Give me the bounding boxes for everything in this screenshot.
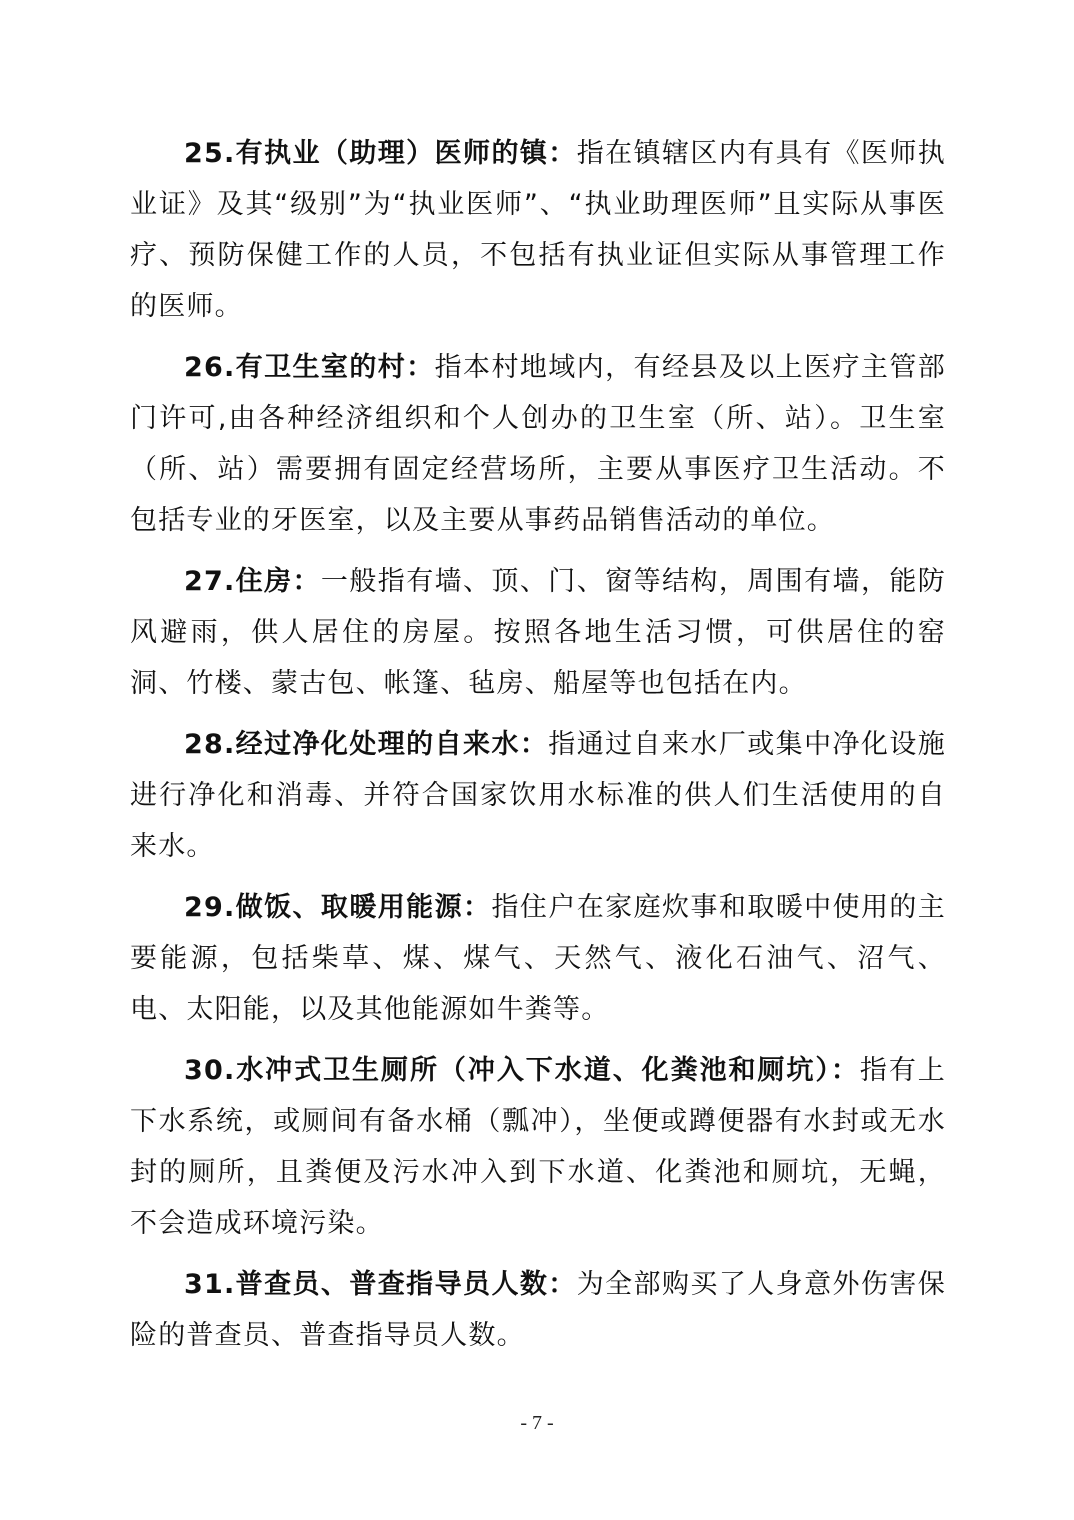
definition-26: 指本村地域内，有经县及以上医疗主管部门许可,由各种经济组织和个人创办的卫生室（所、站）。卫生室（所、站）需要拥有固定经营场所，主要从事医疗卫生活动。不包括专业的牙医室，以及主要从事药品销售活动的单位。	[130, 352, 946, 536]
definition-entry-26	[130, 342, 946, 546]
term-26: 26.有卫生室的村：	[184, 352, 435, 383]
page-number: - 7 -	[520, 1412, 554, 1434]
definition-29: 指住户在家庭炊事和取暖中使用的主要能源，包括柴草、煤、煤气、天然气、液化石油气、沼气、电、太阳能，以及其他能源如牛粪等。	[130, 892, 947, 1025]
term-30: 30.水冲式卫生厕所（冲入下水道、化粪池和厕坑）：	[184, 1055, 860, 1086]
definition-25: 指在镇辖区内有具有《医师执业证》及其“级别”为“执业医师”、“执业助理医师”且实际从事医疗、预防保健工作的人员，不包括有执业证但实际从事管理工作的医师。	[130, 138, 946, 322]
term-29: 29.做饭、取暖用能源：	[184, 892, 492, 923]
definition-entry-31	[130, 1259, 946, 1361]
definition-entry-30	[130, 1045, 946, 1249]
definition-entry-27	[130, 556, 946, 709]
definition-entry-28	[130, 719, 946, 872]
term-27: 27.住房：	[184, 566, 321, 597]
term-31: 31.普查员、普查指导员人数：	[184, 1269, 577, 1300]
term-25: 25.有执业（助理）医师的镇：	[184, 138, 577, 169]
definition-entry-29	[130, 882, 946, 1035]
term-28: 28.经过净化处理的自来水：	[184, 729, 549, 760]
definition-entry-25	[130, 128, 946, 332]
document-body	[130, 128, 946, 1371]
definition-30: 指有上下水系统，或厕间有备水桶（瓢冲），坐便或蹲便器有水封或无水封的厕所，且粪便及污水冲入到下水道、化粪池和厕坑，无蝇，不会造成环境污染。	[130, 1055, 946, 1239]
definition-27: 一般指有墙、顶、门、窗等结构，周围有墙，能防风避雨，供人居住的房屋。按照各地生活习惯，可供居住的窑洞、竹楼、蒙古包、帐篷、毡房、船屋等也包括在内。	[130, 566, 946, 699]
definition-31: 为全部购买了人身意外伤害保险的普查员、普查指导员人数。	[130, 1269, 946, 1351]
definition-28: 指通过自来水厂或集中净化设施进行净化和消毒、并符合国家饮用水标准的供人们生活使用的自来水。	[130, 729, 946, 862]
